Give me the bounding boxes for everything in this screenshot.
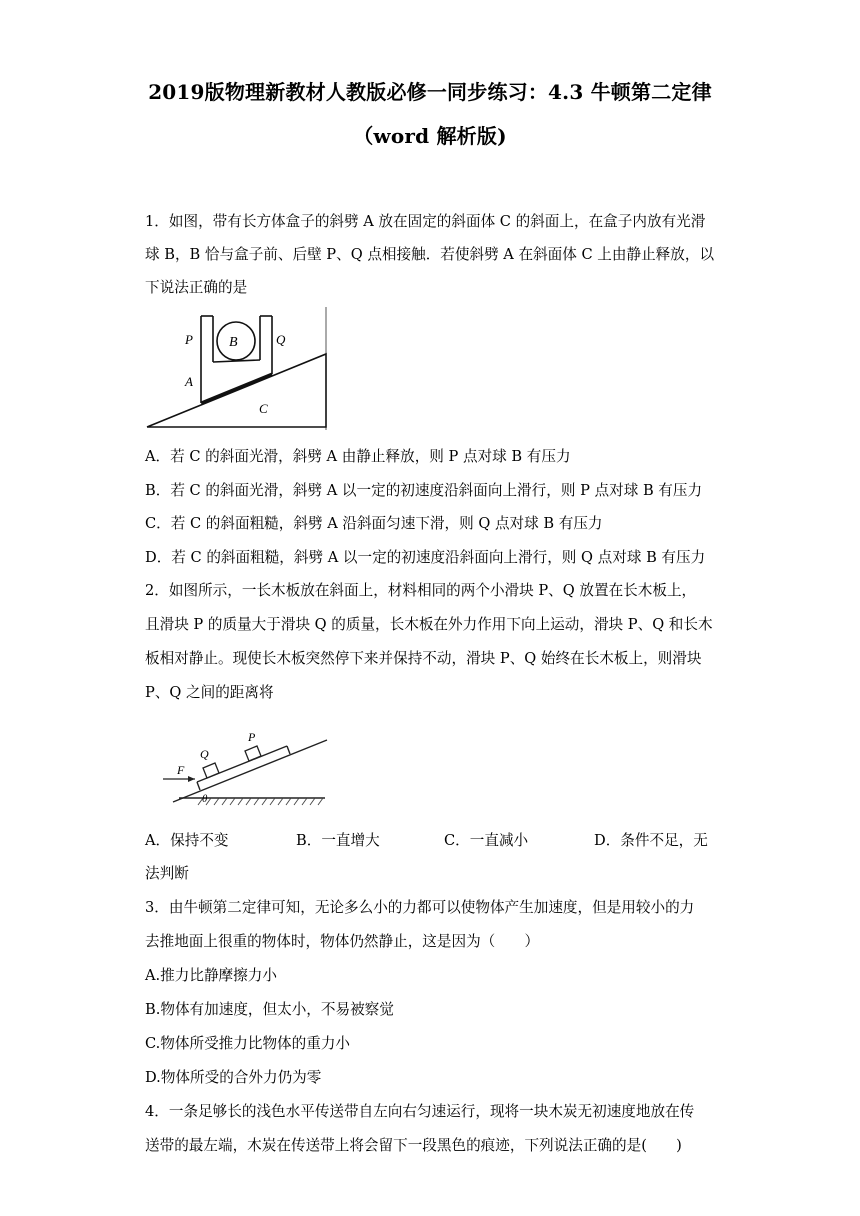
q2-label-Q: Q xyxy=(200,747,209,761)
q2-label-P: P xyxy=(248,730,256,744)
q1-label-P: P xyxy=(185,332,193,347)
q1-stem-line2: 球 B，B 恰与盒子前、后壁 P、Q 点相接触．若使斜劈 A 在斜面体 C 上由静止释放，以 xyxy=(145,246,715,263)
q3-option-c: C.物体所受推力比物体的重力小 xyxy=(145,1035,351,1052)
q2-label-theta: θ xyxy=(202,793,208,805)
q4-stem-line2: 送带的最左端，木炭在传送带上将会留下一段黑色的痕迹，下列说法正确的是( ) xyxy=(145,1137,682,1154)
q2-stem-line4: P、Q 之间的距离将 xyxy=(145,684,274,701)
q1-label-B: B xyxy=(229,335,238,350)
document-title-line1: 2019版物理新教材人教版必修一同步练习：4.3 牛顿第二定律 xyxy=(148,80,712,104)
q2-option-d: D．条件不足，无 xyxy=(594,832,708,849)
q1-option-a: A．若 C 的斜面光滑，斜劈 A 由静止释放，则 P 点对球 B 有压力 xyxy=(145,448,571,465)
q2-stem-line3: 板相对静止。现使长木板突然停下来并保持不动，滑块 P、Q 始终在长木板上，则滑块 xyxy=(145,650,702,667)
q1-label-A: A xyxy=(185,374,193,389)
q1-stem-line3: 下说法正确的是 xyxy=(145,279,248,296)
q1-option-c: C．若 C 的斜面粗糙，斜劈 A 沿斜面匀速下滑，则 Q 点对球 B 有压力 xyxy=(145,515,603,532)
q3-option-b: B.物体有加速度，但太小，不易被察觉 xyxy=(145,1001,394,1018)
q2-option-c: C．一直减小 xyxy=(444,832,529,849)
document-title-line2: （word 解析版) xyxy=(353,124,507,148)
q3-option-d: D.物体所受的合外力仍为零 xyxy=(145,1069,322,1086)
q1-figure xyxy=(145,306,335,432)
q1-label-Q: Q xyxy=(276,332,286,347)
q1-option-b: B．若 C 的斜面光滑，斜劈 A 以一定的初速度沿斜面向上滑行，则 P 点对球 B 有压力 xyxy=(145,482,703,499)
q2-stem-line2: 且滑块 P 的质量大于滑块 Q 的质量，长木板在外力作用下向上运动，滑块 P、Q 和长木 xyxy=(145,616,713,633)
q3-stem-line1: 3．由牛顿第二定律可知，无论多么小的力都可以使物体产生加速度，但是用较小的力 xyxy=(145,899,695,916)
q1-label-C: C xyxy=(259,401,268,416)
q2-label-F: F xyxy=(177,763,185,777)
q3-option-a: A.推力比静摩擦力小 xyxy=(145,967,277,984)
q2-option-a: A．保持不变 xyxy=(145,832,229,849)
q1-option-d: D．若 C 的斜面粗糙，斜劈 A 以一定的初速度沿斜面向上滑行，则 Q 点对球 B 有压力 xyxy=(145,549,706,566)
q2-option-b: B．一直增大 xyxy=(296,832,380,849)
q2-option-d-cont: 法判断 xyxy=(145,865,189,882)
q2-figure xyxy=(145,724,335,810)
q1-stem-line1: 1．如图，带有长方体盒子的斜劈 A 放在固定的斜面体 C 的斜面上，在盒子内放有光滑 xyxy=(145,213,706,230)
q2-stem-line1: 2．如图所示，一长木板放在斜面上，材料相同的两个小滑块 P、Q 放置在长木板上， xyxy=(145,582,697,599)
q4-stem-line1: 4．一条足够长的浅色水平传送带自左向右匀速运行，现将一块木炭无初速度地放在传 xyxy=(145,1103,695,1120)
q3-stem-line2: 去推地面上很重的物体时，物体仍然静止，这是因为（ ） xyxy=(145,933,540,950)
